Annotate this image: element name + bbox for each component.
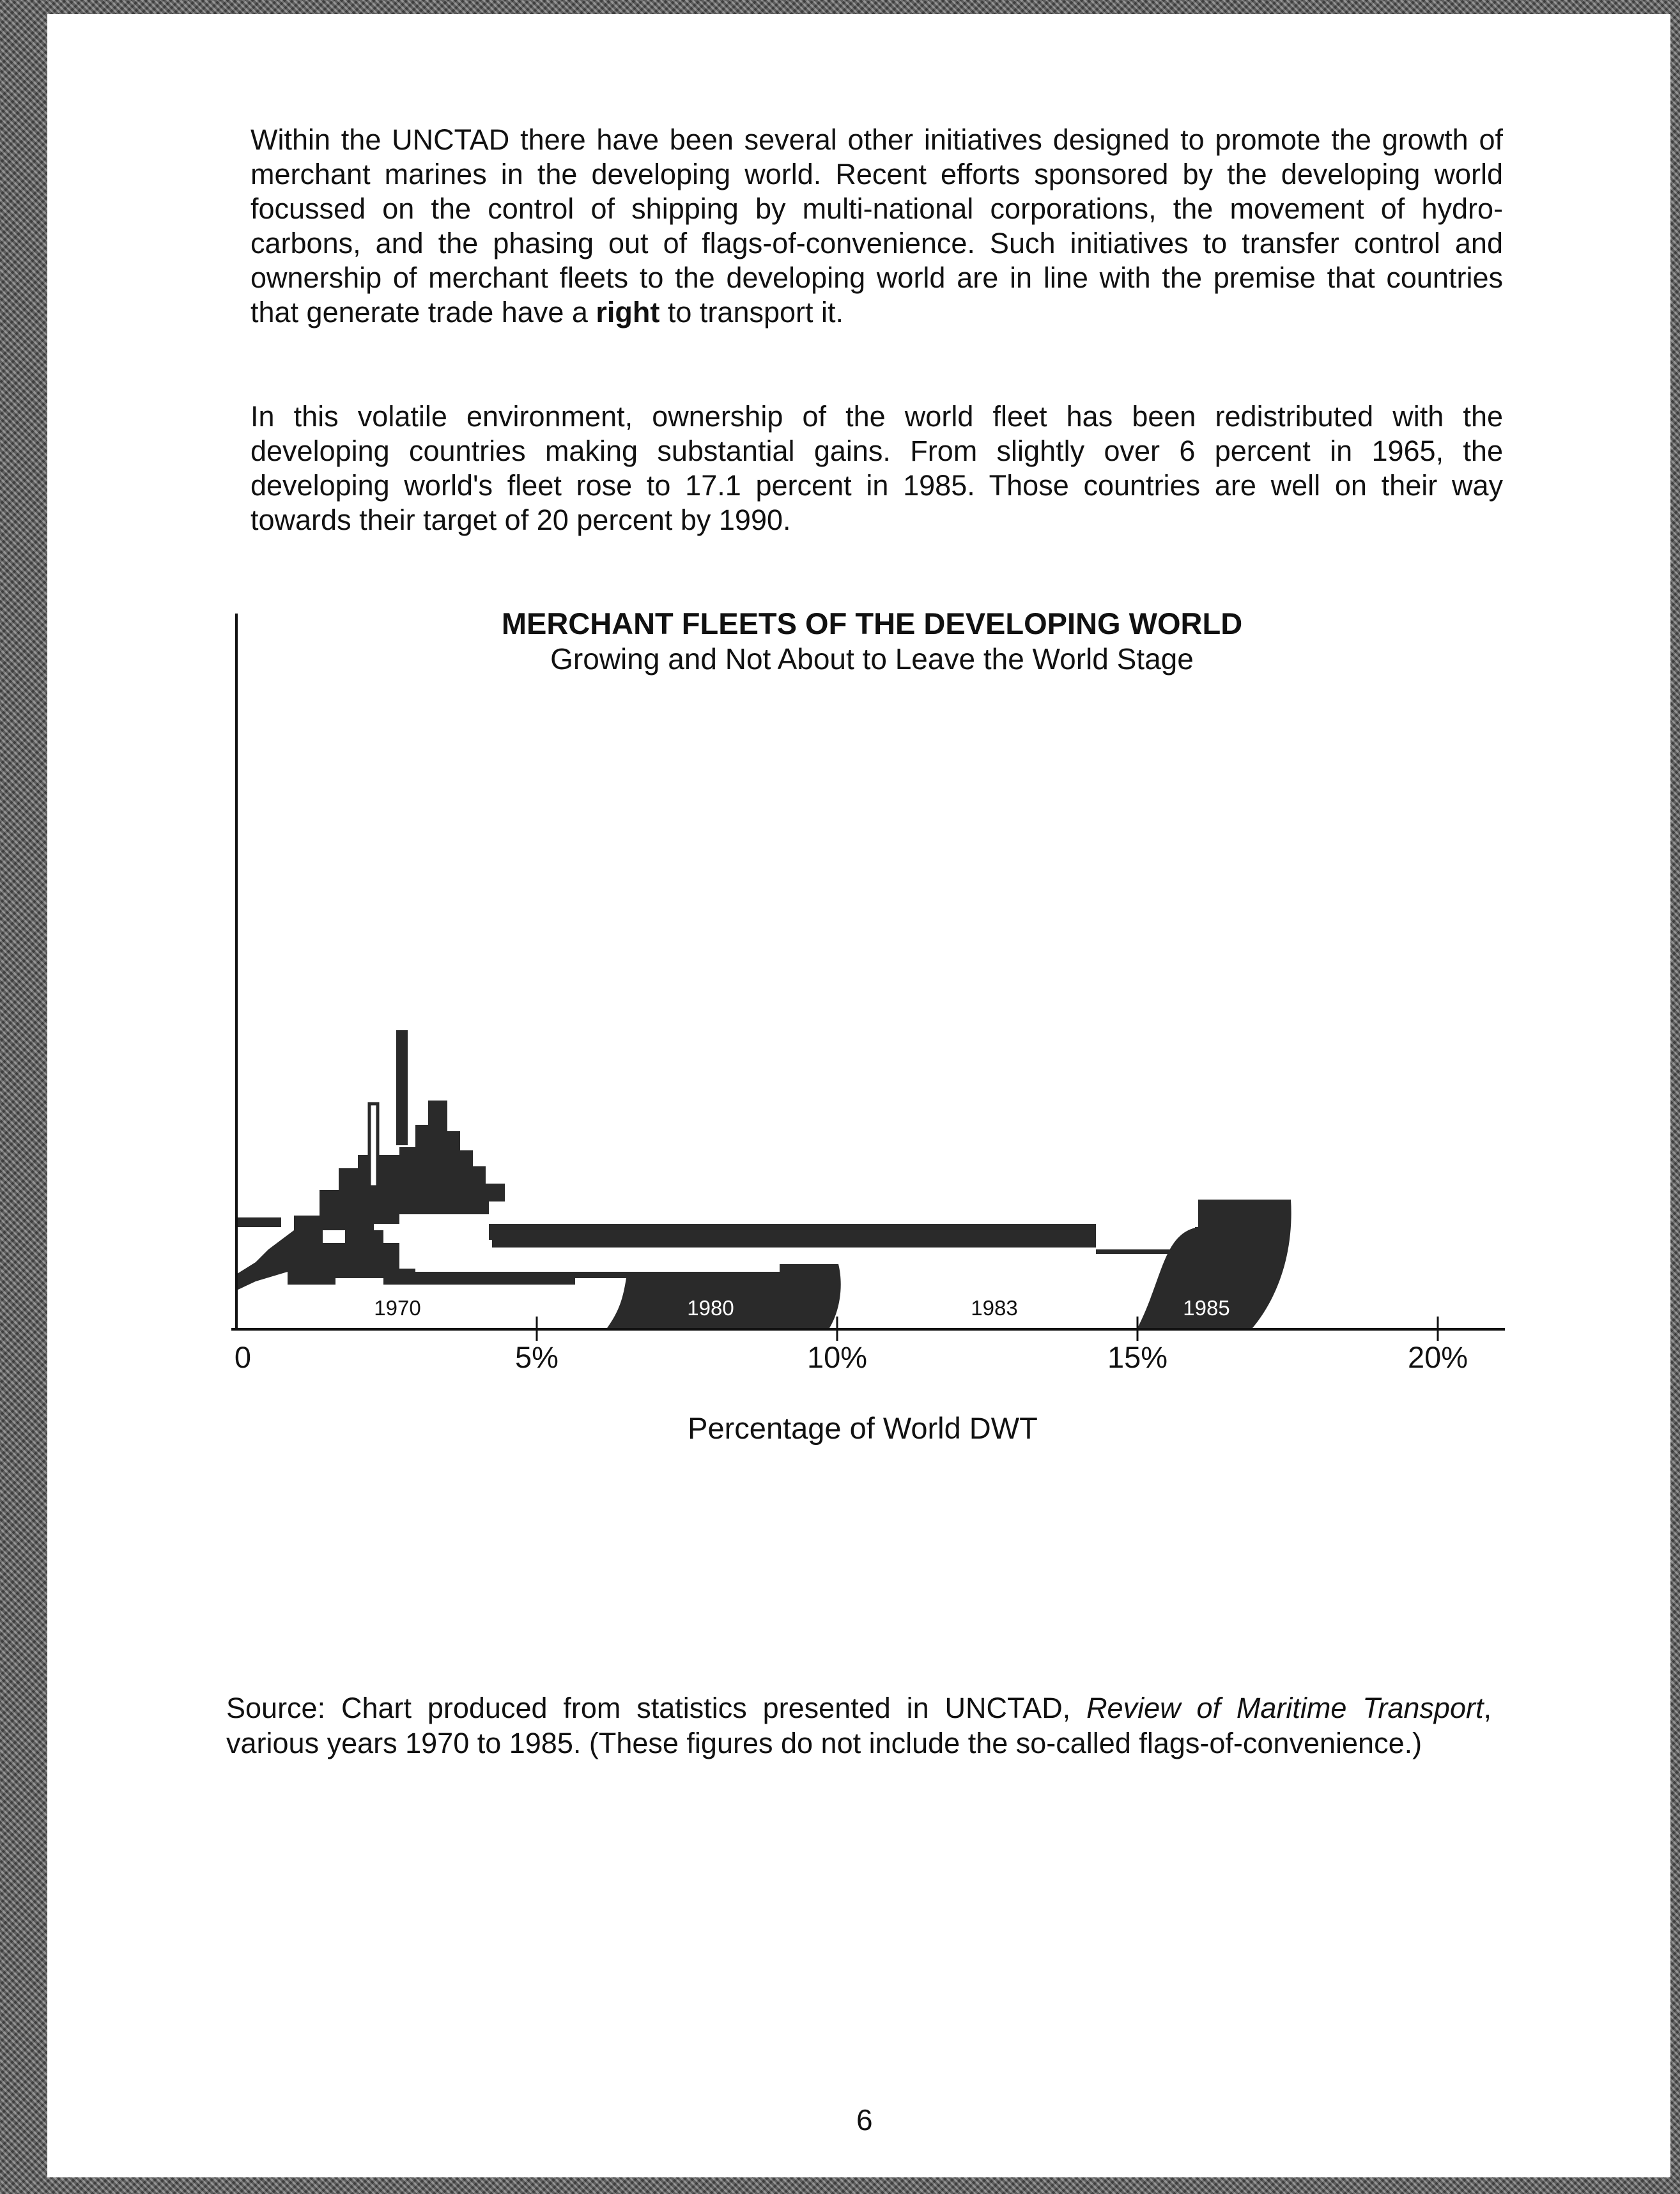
x-tick-label-1: 5%	[515, 1340, 559, 1374]
page-number: 6	[856, 2103, 873, 2136]
label-1980: 1980	[687, 1296, 734, 1320]
spike-outline	[369, 1104, 378, 1187]
x-tick-label-4: 20%	[1407, 1340, 1468, 1374]
label-1983: 1983	[971, 1296, 1018, 1320]
paragraph-initiatives-end: to transport it.	[659, 296, 844, 328]
source-note-title: Review of Maritime Transport	[1086, 1692, 1484, 1724]
chart-shapes	[235, 1030, 1291, 1328]
x-axis-label: Percentage of World DWT	[688, 1411, 1038, 1445]
spike-dark	[396, 1030, 408, 1145]
source-note-suffix: , various years 1970 to 1985. (These figures do not include the so-called flags-of-convenience.)	[226, 1692, 1491, 1759]
label-1970: 1970	[374, 1296, 421, 1320]
paragraph-volatile-environment: In this volatile environment, ownership of the world fleet has been redistributed with the developing countries making substantial gains. From slightly over 6 percent in 1965, the developing world's fleet rose to 17.1 percent in 1985. Those countries are well on their way towards their target of 20 percent by 1990.	[250, 400, 1503, 536]
source-note	[226, 1690, 1491, 1761]
x-tick-label-0: 0	[234, 1340, 252, 1374]
chart-title: MERCHANT FLEETS OF THE DEVELOPING WORLD	[501, 606, 1243, 640]
label-1985: 1985	[1183, 1296, 1230, 1320]
x-tick-label-3: 15%	[1107, 1340, 1168, 1374]
emphasis-right: right	[596, 296, 660, 328]
source-note-prefix: Source: Chart produced from statistics presented in UNCTAD,	[226, 1692, 1087, 1724]
x-tick-label-2: 10%	[806, 1340, 868, 1374]
chart-subtitle: Growing and Not About to Leave the World Stage	[550, 642, 1194, 676]
paragraph-initiatives-text: Within the UNCTAD there have been several other initiatives designed to promote the growth of merchant marines in the developing world. Recent efforts sponsored by the developing world focussed on the control of shipping by multi-national corporations, the movement of hydro-carbons, and the phasing out of flags-of-convenience. Such initiatives to transfer control and ownership of merchant fleets to the developing world are in line with the premise that countries that generate trade have a	[250, 123, 1503, 328]
